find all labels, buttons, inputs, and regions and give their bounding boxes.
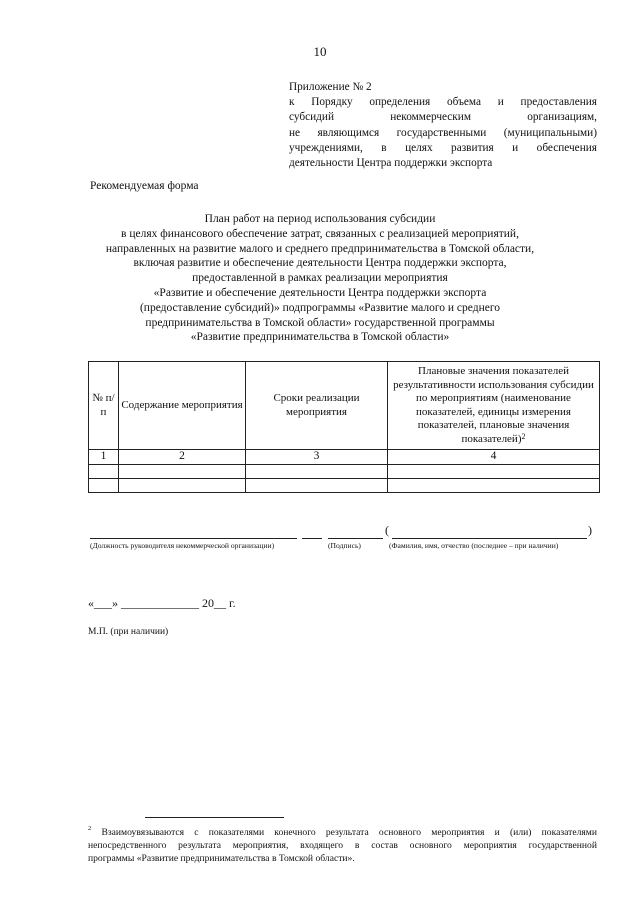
appendix-line-3: не являющимся государственными (муниципальными)	[289, 126, 597, 139]
table-cell	[119, 464, 246, 478]
plan-title-line: предоставленной в рамках реализации мероприятия	[192, 272, 448, 285]
plan-title	[60, 212, 580, 345]
table-row	[89, 464, 600, 478]
table-cell	[388, 478, 600, 492]
plan-title-line: «Развитие предпринимательства в Томской области»	[190, 331, 450, 344]
footnote-line-3: программы «Развитие предпринимательства в Томской области».	[88, 853, 355, 865]
table-cell	[388, 464, 600, 478]
table-row	[89, 450, 600, 465]
plan-title-line: в целях финансового обеспечение затрат, связанных с реализацией мероприятий,	[121, 227, 519, 240]
plan-table	[88, 361, 600, 493]
table-cell	[89, 478, 119, 492]
appendix-line-2: субсидий некоммерческим организациям,	[289, 111, 597, 124]
signature-caption: (Подпись)	[328, 541, 361, 550]
position-line	[90, 538, 297, 539]
appendix-title: Приложение № 2	[289, 81, 372, 93]
name-caption: (Фамилия, имя, отчество (последнее – при наличии)	[389, 541, 559, 550]
table-cell	[89, 464, 119, 478]
footnote-text-1: Взаимоувязываются с показателями конечного результата основного мероприятия и (или) показателями	[91, 827, 597, 838]
appendix-line-5: деятельности Центра поддержки экспорта	[289, 157, 493, 170]
appendix-line-1: к Порядку определения объема и предоставления	[289, 96, 597, 109]
column-number-cell: 2	[119, 450, 246, 465]
date-line: «___» _____________ 20__ г.	[88, 596, 236, 610]
name-close-paren: )	[588, 523, 592, 537]
column-number-cell: 1	[89, 450, 119, 465]
table-cell	[246, 464, 388, 478]
header-indicators-text: Плановые значения показателей результативности использования субсидии по мероприятиям (наименование показателей, единицы измерения показателей, плановые значения показателей)	[393, 365, 594, 445]
table-row	[89, 478, 600, 492]
column-number-cell: 3	[246, 450, 388, 465]
plan-title-line: предпринимательства в Томской области» государственной программы	[145, 316, 495, 329]
column-number-cell: 4	[388, 450, 600, 465]
table-cell	[246, 478, 388, 492]
position-caption: (Должность руководителя некоммерческой организации)	[90, 541, 275, 550]
recommended-form-label: Рекомендуемая форма	[90, 180, 199, 192]
header-dates: Сроки реализации мероприятия	[246, 362, 388, 450]
name-line	[392, 538, 587, 539]
stamp-label: М.П. (при наличии)	[88, 627, 169, 637]
header-content: Содержание мероприятия	[119, 362, 246, 450]
page-number: 10	[313, 44, 327, 59]
footnote-line-2: непосредственного результата мероприятия, входящего в состав основного мероприятия государственной	[88, 840, 597, 852]
plan-title-line: «Развитие и обеспечение деятельности Центра поддержки экспорта	[153, 286, 487, 299]
footnote-mark: 2	[521, 431, 526, 441]
name-open-paren: (	[385, 523, 389, 537]
table-header-row	[89, 362, 600, 450]
separator-line	[302, 538, 322, 539]
plan-title-line: План работ на период использования субсидии	[204, 213, 436, 225]
signature-line	[328, 538, 383, 539]
footnote-divider	[145, 817, 284, 818]
table-cell	[119, 478, 246, 492]
footnote-number: 2	[88, 825, 92, 832]
header-number: № п/п	[89, 362, 119, 450]
header-indicators	[388, 362, 600, 450]
footnote	[88, 826, 597, 866]
plan-title-line: включая развитие и обеспечение деятельности Центра поддержки экспорта,	[133, 257, 507, 270]
footnote-line-1	[88, 826, 597, 839]
appendix-line-4: учреждениями, в целях развития и обеспечения	[289, 141, 597, 154]
appendix-header	[289, 80, 597, 171]
plan-title-line: (предоставление субсидий)» подпрограммы «Развитие малого и среднего	[139, 301, 501, 314]
plan-title-line: направленных на развитие малого и среднего предпринимательства в Томской области,	[105, 242, 535, 255]
